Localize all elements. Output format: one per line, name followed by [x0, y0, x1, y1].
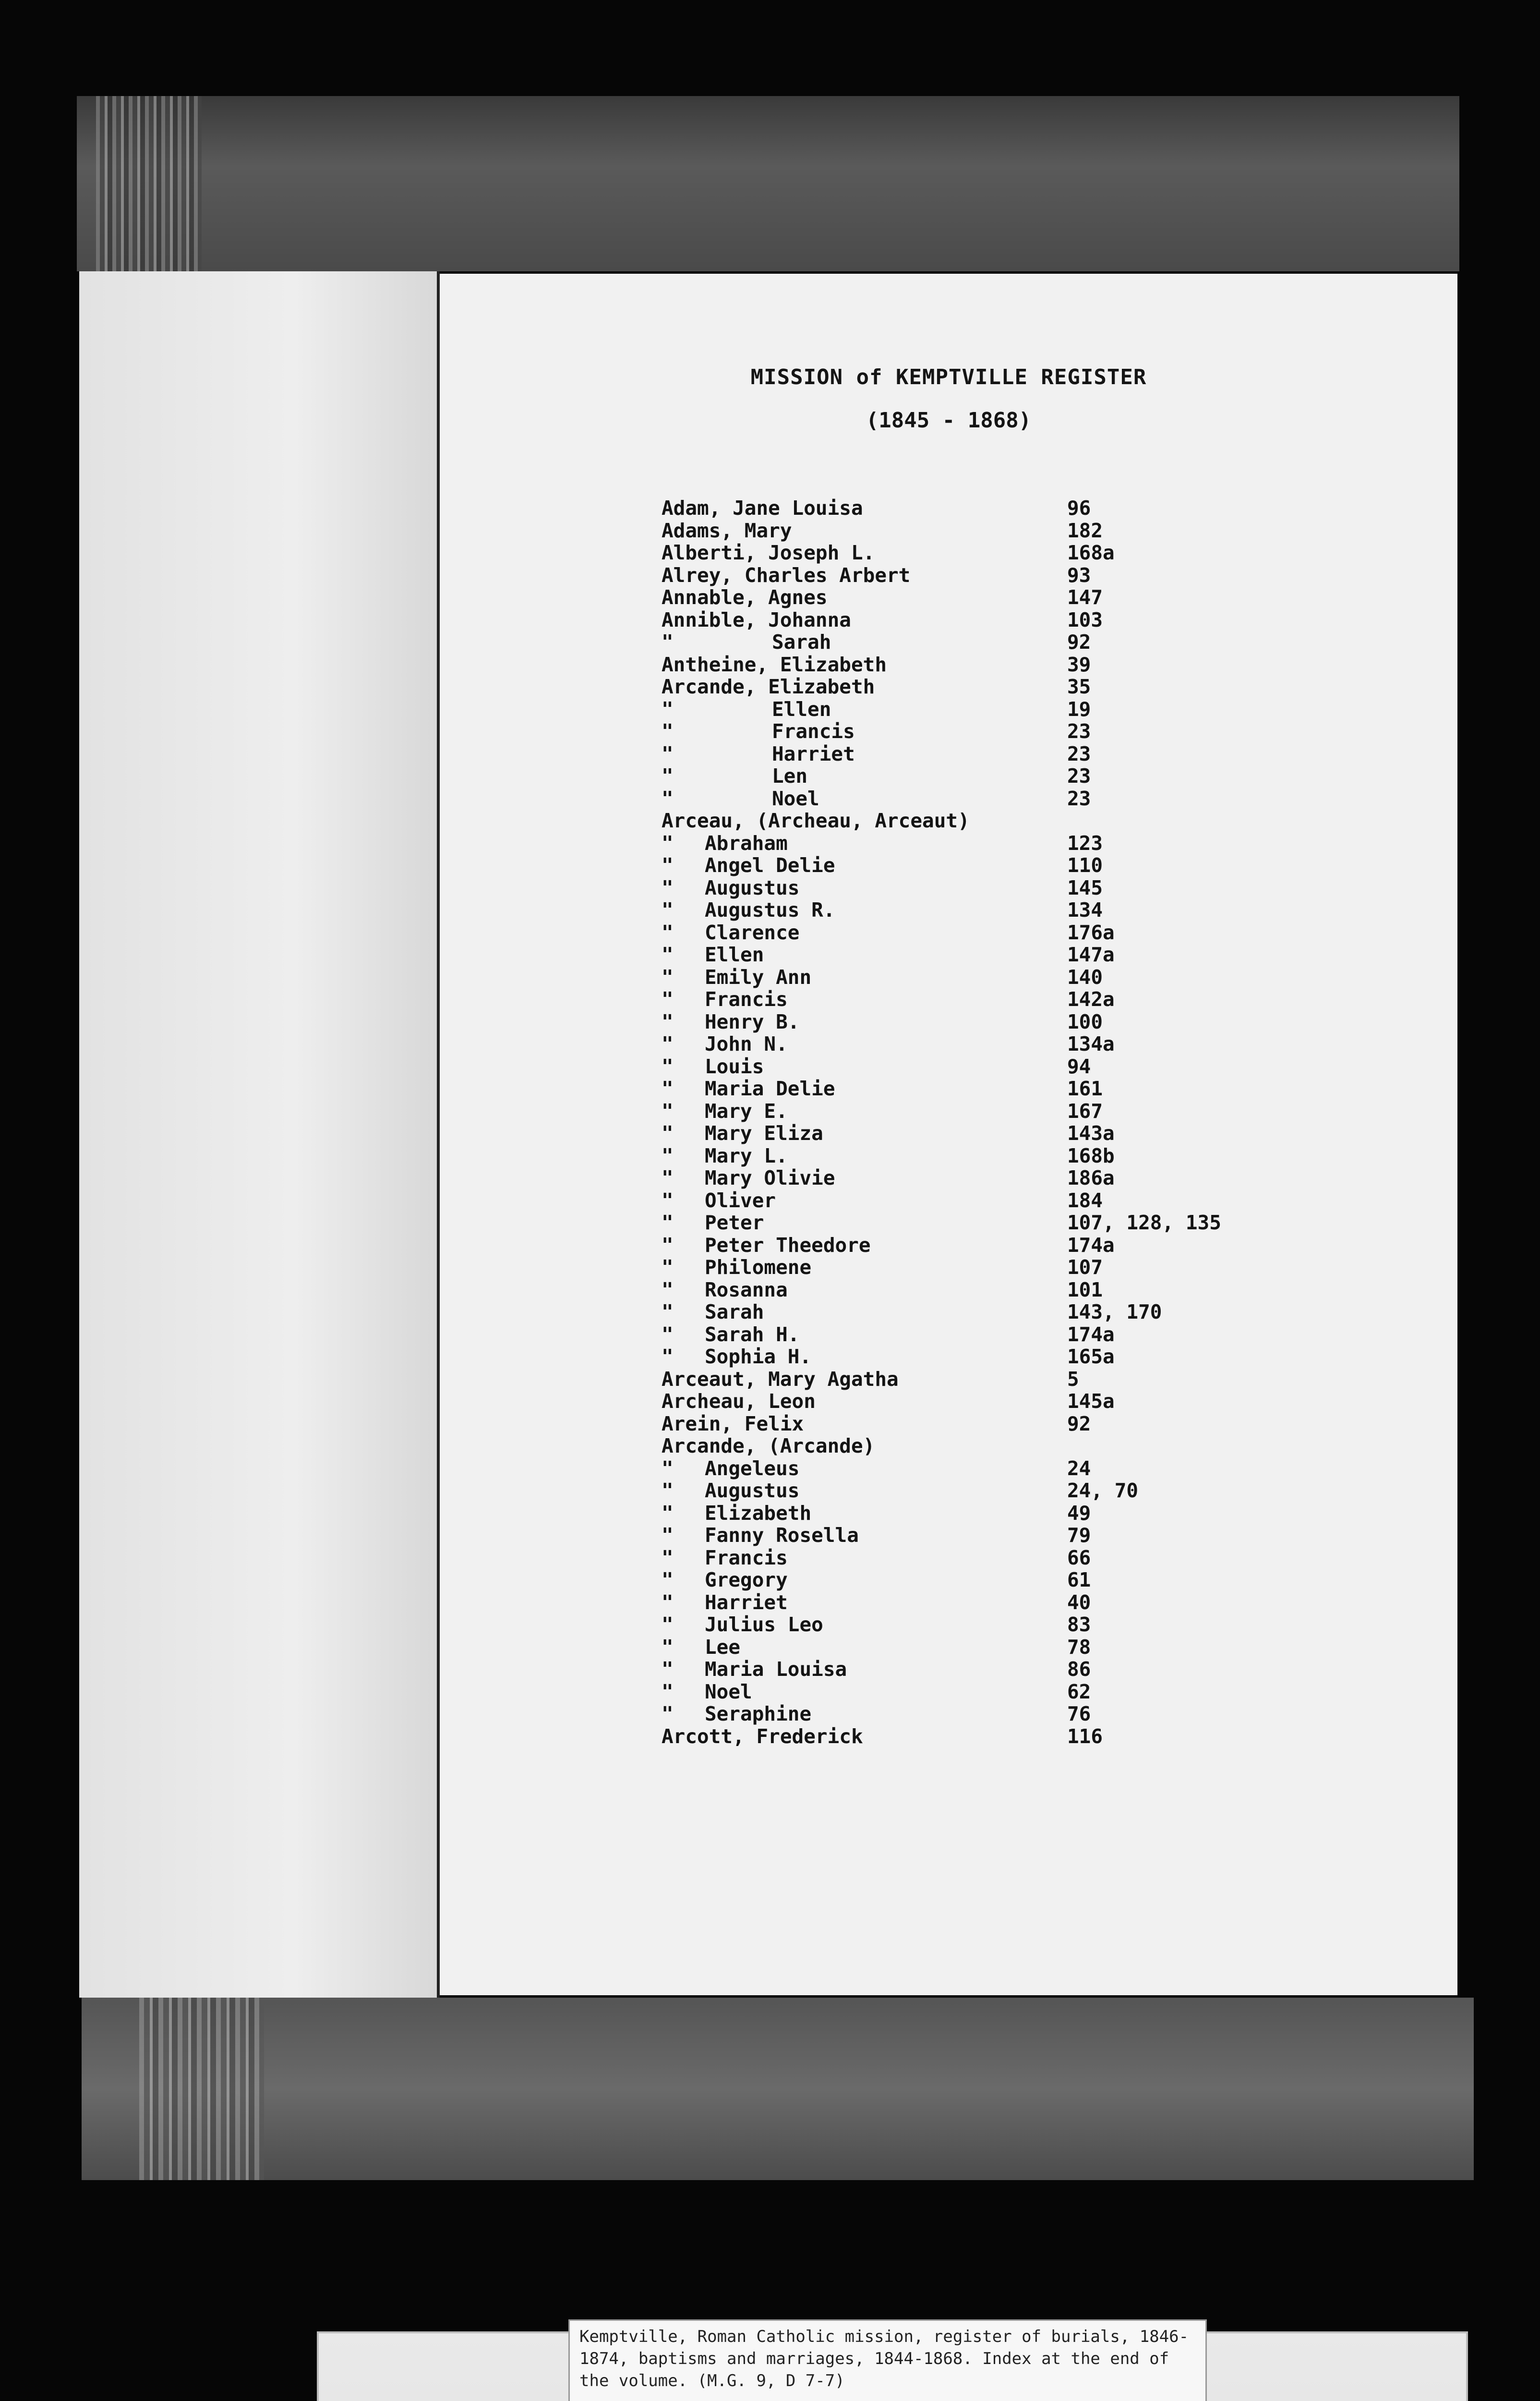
- index-entry: [662, 765, 1430, 788]
- entry-name: Clarence: [705, 921, 800, 944]
- entry-name: Maria Louisa: [705, 1658, 847, 1681]
- entry-name: Sarah: [772, 631, 831, 654]
- entry-page-number: 134: [1067, 898, 1103, 922]
- ditto-mark: ": [662, 1166, 674, 1189]
- entry-page-number: 145a: [1067, 1390, 1115, 1413]
- entry-name: Len: [772, 764, 808, 788]
- entry-page-number: 49: [1067, 1501, 1091, 1525]
- index-entry: [662, 1413, 1430, 1435]
- index-entry: [662, 1033, 1430, 1055]
- index-entry: [662, 631, 1430, 654]
- index-entry: [662, 676, 1430, 698]
- index-entry: [662, 1479, 1430, 1502]
- entry-page-number: 165a: [1067, 1345, 1115, 1368]
- entry-page-number: 103: [1067, 608, 1103, 631]
- entry-page-number: 76: [1067, 1702, 1091, 1725]
- entry-page-number: 23: [1067, 742, 1091, 765]
- entry-name: Arcande, (Arcande): [662, 1434, 875, 1457]
- ditto-mark: ": [662, 988, 674, 1011]
- index-entry: [662, 877, 1430, 899]
- index-entry: [662, 1346, 1430, 1368]
- entry-page-number: 123: [1067, 831, 1103, 855]
- entry-name: Ellen: [772, 697, 831, 721]
- index-entry: [662, 698, 1430, 721]
- index-entry: [662, 1435, 1430, 1457]
- index-entry: [662, 966, 1430, 989]
- index-entry: [662, 832, 1430, 855]
- ditto-mark: ": [662, 1233, 674, 1257]
- entry-page-number: 23: [1067, 787, 1091, 810]
- ditto-mark: ": [662, 742, 674, 765]
- ditto-mark: ": [662, 1144, 674, 1167]
- entry-name: John N.: [705, 1032, 788, 1055]
- index-entry: [662, 654, 1430, 676]
- ditto-mark: ": [662, 1546, 674, 1569]
- index-entry: [662, 1234, 1430, 1257]
- entry-name: Sarah H.: [705, 1322, 800, 1346]
- entry-name: Oliver: [705, 1188, 776, 1212]
- index-entry: [662, 1301, 1430, 1323]
- entry-name: Arceaut, Mary Agatha: [662, 1367, 899, 1391]
- entry-name: Francis: [705, 988, 788, 1011]
- ditto-mark: ": [662, 898, 674, 922]
- entry-name: Abraham: [705, 831, 788, 855]
- ditto-mark: ": [662, 1479, 674, 1502]
- ditto-mark: ": [662, 1099, 674, 1123]
- entry-name: Angel Delie: [705, 854, 835, 877]
- entry-name: Peter Theedore: [705, 1233, 871, 1257]
- film-top-strip: [77, 96, 1459, 271]
- entry-name: Mary L.: [705, 1144, 788, 1167]
- index-entry: [662, 1368, 1430, 1391]
- film-bottom-strip: [82, 1998, 1474, 2180]
- register-title: MISSION of KEMPTVILLE REGISTER: [750, 365, 1147, 389]
- entry-page-number: 61: [1067, 1568, 1091, 1591]
- entry-name: Adam, Jane Louisa: [662, 497, 863, 520]
- index-entry: [662, 1569, 1430, 1591]
- ditto-mark: ": [662, 631, 674, 654]
- ditto-mark: ": [662, 1658, 674, 1681]
- ditto-mark: ": [662, 1278, 674, 1301]
- entry-page-number: 174a: [1067, 1322, 1115, 1346]
- entry-page-number: 93: [1067, 563, 1091, 587]
- index-entry: [662, 743, 1430, 765]
- entry-page-number: 110: [1067, 854, 1103, 877]
- entry-name: Annible, Johanna: [662, 608, 851, 631]
- index-entry: [662, 1145, 1430, 1167]
- index-entry: [662, 1725, 1430, 1748]
- entry-name: Rosanna: [705, 1278, 788, 1301]
- entry-page-number: 23: [1067, 720, 1091, 743]
- entry-name: Alberti, Joseph L.: [662, 541, 875, 564]
- entry-page-number: 92: [1067, 1412, 1091, 1435]
- entry-page-number: 96: [1067, 497, 1091, 520]
- entry-page-number: 134a: [1067, 1032, 1115, 1055]
- index-entry: [662, 1279, 1430, 1301]
- index-entry: [662, 788, 1430, 810]
- ditto-mark: ": [662, 1635, 674, 1659]
- entry-page-number: 24: [1067, 1456, 1091, 1480]
- entry-page-number: 143, 170: [1067, 1300, 1162, 1323]
- index-entry: [662, 1167, 1430, 1189]
- ditto-mark: ": [662, 1032, 674, 1055]
- index-entry: [662, 497, 1430, 520]
- entry-name: Harriet: [772, 742, 855, 765]
- entry-name: Augustus: [705, 876, 800, 899]
- index-entry: [662, 944, 1430, 966]
- index-entries-list: [662, 497, 1430, 1747]
- entry-name: Julius Leo: [705, 1613, 823, 1636]
- entry-name: Emily Ann: [705, 965, 812, 989]
- index-entry: [662, 899, 1430, 922]
- entry-page-number: 143a: [1067, 1122, 1115, 1145]
- entry-page-number: 168a: [1067, 541, 1115, 564]
- ditto-mark: ": [662, 1613, 674, 1636]
- index-entry: [662, 1636, 1430, 1659]
- ditto-mark: ": [662, 876, 674, 899]
- entry-name: Arcott, Frederick: [662, 1724, 863, 1748]
- entry-name: Arein, Felix: [662, 1412, 804, 1435]
- entry-page-number: 168b: [1067, 1144, 1115, 1167]
- index-entry: [662, 1681, 1430, 1703]
- ditto-mark: ": [662, 1322, 674, 1346]
- entry-page-number: 167: [1067, 1099, 1103, 1123]
- entry-page-number: 174a: [1067, 1233, 1115, 1257]
- entry-name: Antheine, Elizabeth: [662, 653, 887, 676]
- ditto-mark: ": [662, 1122, 674, 1145]
- entry-name: Lee: [705, 1635, 741, 1659]
- index-entry: [662, 1547, 1430, 1569]
- index-entry: [662, 1703, 1430, 1725]
- entry-page-number: 140: [1067, 965, 1103, 989]
- entry-name: Arceau, (Archeau, Arceaut): [662, 809, 970, 832]
- index-entry: [662, 586, 1430, 609]
- entry-name: Philomene: [705, 1256, 812, 1279]
- index-entry: [662, 1613, 1430, 1636]
- entry-page-number: 116: [1067, 1724, 1103, 1748]
- entry-page-number: 19: [1067, 697, 1091, 721]
- index-entry: [662, 720, 1430, 743]
- entry-name: Peter: [705, 1211, 764, 1234]
- entry-page-number: 66: [1067, 1546, 1091, 1569]
- entry-page-number: 39: [1067, 653, 1091, 676]
- entry-page-number: 182: [1067, 519, 1103, 542]
- entry-name: Adams, Mary: [662, 519, 792, 542]
- entry-page-number: 35: [1067, 675, 1091, 698]
- ditto-mark: ": [662, 831, 674, 855]
- entry-name: Sophia H.: [705, 1345, 812, 1368]
- index-entry: [662, 1390, 1430, 1413]
- entry-name: Augustus: [705, 1479, 800, 1502]
- index-entry: [662, 542, 1430, 564]
- ditto-mark: ": [662, 965, 674, 989]
- entry-name: Francis: [705, 1546, 788, 1569]
- index-entry: [662, 1078, 1430, 1100]
- index-entry: [662, 1658, 1430, 1681]
- ditto-mark: ": [662, 787, 674, 810]
- entry-name: Elizabeth: [705, 1501, 812, 1525]
- ditto-mark: ": [662, 1010, 674, 1033]
- entry-name: Louis: [705, 1055, 764, 1078]
- entry-name: Noel: [705, 1680, 752, 1703]
- entry-page-number: 147: [1067, 586, 1103, 609]
- entry-page-number: 176a: [1067, 921, 1115, 944]
- entry-name: Maria Delie: [705, 1077, 835, 1100]
- entry-name: Noel: [772, 787, 819, 810]
- ditto-mark: ": [662, 1345, 674, 1368]
- ditto-mark: ": [662, 720, 674, 743]
- entry-page-number: 100: [1067, 1010, 1103, 1033]
- entry-name: Mary Olivie: [705, 1166, 835, 1189]
- ditto-mark: ": [662, 1077, 674, 1100]
- ditto-mark: ": [662, 764, 674, 788]
- ditto-mark: ": [662, 1524, 674, 1547]
- entry-page-number: 79: [1067, 1524, 1091, 1547]
- ditto-mark: ": [662, 854, 674, 877]
- index-entry: [662, 1591, 1430, 1614]
- ditto-mark: ": [662, 1300, 674, 1323]
- entry-name: Annable, Agnes: [662, 586, 828, 609]
- entry-name: Sarah: [705, 1300, 764, 1323]
- binding-edge: [96, 96, 202, 271]
- ditto-mark: ": [662, 697, 674, 721]
- entry-name: Arcande, Elizabeth: [662, 675, 875, 698]
- index-entry: [662, 1055, 1430, 1078]
- entry-name: Mary E.: [705, 1099, 788, 1123]
- ditto-mark: ": [662, 921, 674, 944]
- entry-page-number: 147a: [1067, 943, 1115, 966]
- entry-page-number: 83: [1067, 1613, 1091, 1636]
- index-entry: [662, 810, 1430, 832]
- entry-page-number: 40: [1067, 1590, 1091, 1614]
- left-blank-page: [79, 271, 440, 1998]
- index-entry: [662, 1524, 1430, 1547]
- entry-name: Francis: [772, 720, 855, 743]
- index-entry: [662, 1457, 1430, 1480]
- index-entry: [662, 988, 1430, 1011]
- index-entry: [662, 1502, 1430, 1525]
- ditto-mark: ": [662, 1211, 674, 1234]
- ditto-mark: ": [662, 1456, 674, 1480]
- entry-page-number: 23: [1067, 764, 1091, 788]
- entry-page-number: 142a: [1067, 988, 1115, 1011]
- index-entry: [662, 609, 1430, 631]
- entry-page-number: 24, 70: [1067, 1479, 1139, 1502]
- volume-description-tag: Kemptville, Roman Catholic mission, register of burials, 1846-1874, baptisms and marriages, 1844-1868. Index at the end of the volume. (M.G. 9, D 7-7): [568, 2319, 1207, 2401]
- index-entry: [662, 1100, 1430, 1123]
- ditto-mark: ": [662, 1568, 674, 1591]
- index-entry: [662, 1323, 1430, 1346]
- entry-page-number: 161: [1067, 1077, 1103, 1100]
- index-entry: [662, 922, 1430, 944]
- index-entry: [662, 1011, 1430, 1033]
- entry-page-number: 62: [1067, 1680, 1091, 1703]
- entry-name: Alrey, Charles Arbert: [662, 563, 911, 587]
- index-entry: [662, 1189, 1430, 1212]
- ditto-mark: ": [662, 1680, 674, 1703]
- ditto-mark: ": [662, 1055, 674, 1078]
- ditto-mark: ": [662, 1256, 674, 1279]
- entry-name: Angeleus: [705, 1456, 800, 1480]
- entry-name: Gregory: [705, 1568, 788, 1591]
- entry-page-number: 184: [1067, 1188, 1103, 1212]
- entry-name: Henry B.: [705, 1010, 800, 1033]
- index-entry: [662, 1122, 1430, 1145]
- index-entry: [662, 564, 1430, 587]
- binding-edge-bottom: [139, 1998, 264, 2180]
- entry-page-number: 107: [1067, 1256, 1103, 1279]
- entry-name: Seraphine: [705, 1702, 812, 1725]
- entry-name: Ellen: [705, 943, 764, 966]
- entry-page-number: 101: [1067, 1278, 1103, 1301]
- entry-page-number: 78: [1067, 1635, 1091, 1659]
- entry-name: Mary Eliza: [705, 1122, 823, 1145]
- entry-name: Augustus R.: [705, 898, 835, 922]
- entry-page-number: 92: [1067, 631, 1091, 654]
- entry-page-number: 5: [1067, 1367, 1079, 1391]
- ditto-mark: ": [662, 1188, 674, 1212]
- ditto-mark: ": [662, 1501, 674, 1525]
- ditto-mark: ": [662, 1590, 674, 1614]
- ditto-mark: ": [662, 1702, 674, 1725]
- entry-page-number: 186a: [1067, 1166, 1115, 1189]
- entry-name: Harriet: [705, 1590, 788, 1614]
- index-entry: [662, 520, 1430, 542]
- entry-page-number: 107, 128, 135: [1067, 1211, 1221, 1234]
- entry-page-number: 145: [1067, 876, 1103, 899]
- index-entry: [662, 854, 1430, 877]
- register-dates: (1845 - 1868): [866, 408, 1032, 433]
- ditto-mark: ": [662, 943, 674, 966]
- index-entry: [662, 1256, 1430, 1279]
- index-entry: [662, 1212, 1430, 1234]
- entry-page-number: 94: [1067, 1055, 1091, 1078]
- register-index-page: [440, 274, 1457, 1995]
- entry-name: Fanny Rosella: [705, 1524, 859, 1547]
- entry-page-number: 86: [1067, 1658, 1091, 1681]
- entry-name: Archeau, Leon: [662, 1390, 816, 1413]
